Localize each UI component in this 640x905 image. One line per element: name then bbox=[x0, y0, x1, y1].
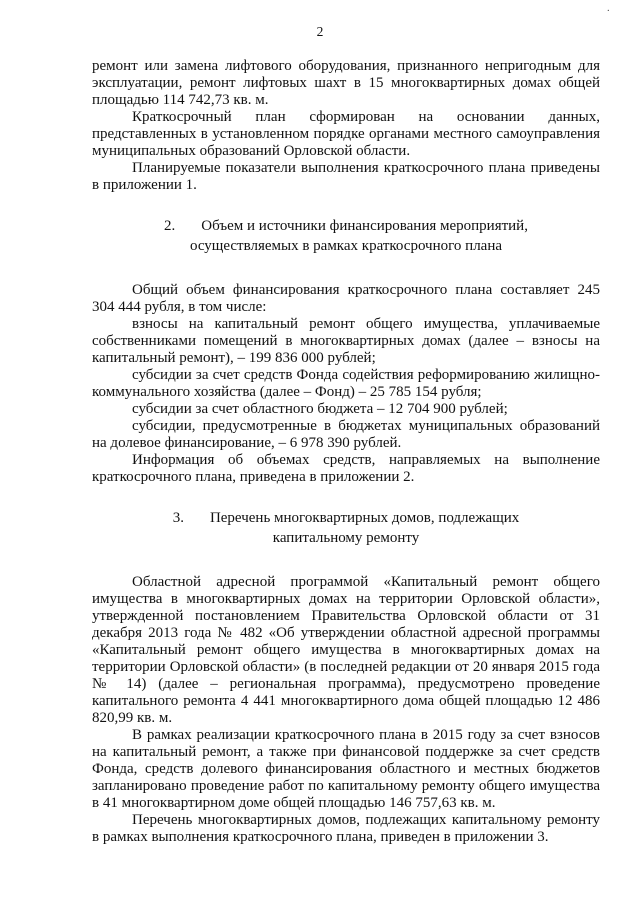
document-body bbox=[92, 58, 600, 846]
section-heading-2 bbox=[92, 216, 600, 256]
paragraph: Общий объем финансирования краткосрочного плана составляет 245 304 444 рубля, в том числе: bbox=[92, 282, 600, 315]
section-number: 3. bbox=[172, 510, 184, 526]
paragraph: Планируемые показатели выполнения краткосрочного плана приведены в приложении 1. bbox=[92, 160, 600, 193]
page-number: 2 bbox=[316, 24, 324, 39]
section-title-line: Объем и источники финансирования мероприятий, bbox=[201, 218, 528, 234]
paragraph: Областной адресной программой «Капитальный ремонт общего имущества в многоквартирных домах на территории Орловской области», утвержденной постановлением Правительства Орловской области от 31 декабря 2013 года № 482 «Об утверждении областной адресной программы «Капитальный ремонт общего имущества в многоквартирных домах на территории Орловской области» (в последней редакции от 20 января 2015 года № 14) (далее – региональная программа), предусмотрено проведение капитального ремонта 4 441 многоквартирного дома общей площадью 12 486 820,99 кв. м. bbox=[92, 574, 600, 726]
paragraph: ремонт или замена лифтового оборудования, признанного непригодным для эксплуатации, ремонт лифтовых шахт в 15 многоквартирных домах общей площадью 114 742,73 кв. м. bbox=[92, 58, 600, 108]
paragraph: Краткосрочный план сформирован на основании данных, представленных в установленном порядке органами местного самоуправления муниципальных образований Орловской области. bbox=[92, 109, 600, 159]
paragraph: Перечень многоквартирных домов, подлежащих капитальному ремонту в рамках выполнения краткосрочного плана, приведен в приложении 3. bbox=[92, 812, 600, 845]
paragraph: Информация об объемах средств, направляемых на выполнение краткосрочного плана, приведена в приложении 2. bbox=[92, 452, 600, 485]
paragraph: В рамках реализации краткосрочного плана в 2015 году за счет взносов на капитальный ремонт, а также при финансовой поддержке за счет средств Фонда, средств долевого финансирования областного и местных бюджетов запланировано проведение работ по капитальному ремонту общего имущества в 41 многоквартирном доме общей площадью 146 757,63 кв. м. bbox=[92, 727, 600, 811]
paragraph: взносы на капитальный ремонт общего имущества, уплачиваемые собственниками помещений в многоквартирных домах (далее – взносы на капитальный ремонт), – 199 836 000 рублей; bbox=[92, 316, 600, 366]
section-title-line: капитальному ремонту bbox=[272, 530, 420, 546]
paragraph: субсидии за счет областного бюджета – 12 704 900 рублей; bbox=[132, 401, 508, 417]
section-title-line: Перечень многоквартирных домов, подлежащих bbox=[209, 510, 520, 526]
corner-mark: · bbox=[606, 6, 610, 17]
section-number: 2. bbox=[164, 218, 176, 234]
section-title-line: осуществляемых в рамках краткосрочного плана bbox=[189, 238, 503, 254]
paragraph: субсидии, предусмотренные в бюджетах муниципальных образований на долевое финансирование, – 6 978 390 рублей. bbox=[92, 418, 600, 451]
section-heading-3 bbox=[92, 508, 600, 548]
paragraph: субсидии за счет средств Фонда содействия реформированию жилищно-коммунального хозяйства (далее – Фонд) – 25 785 154 рубля; bbox=[92, 367, 600, 400]
